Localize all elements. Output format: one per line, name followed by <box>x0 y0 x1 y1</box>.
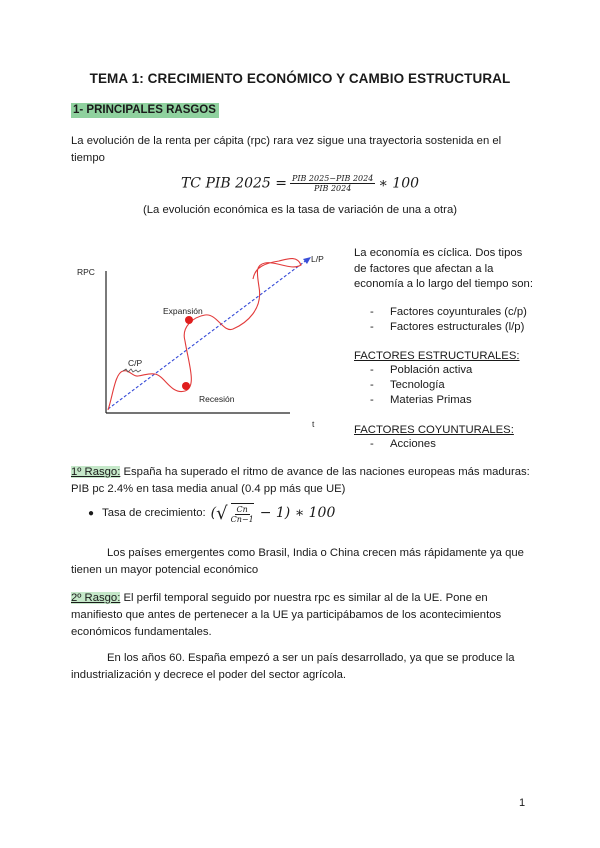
recession-point <box>182 382 190 390</box>
formula-numerator: PIB 2025−PIB 2024 <box>291 174 374 183</box>
lp-label: L/P <box>311 254 324 264</box>
section-heading: 1- PRINCIPALES RASGOS <box>71 103 219 118</box>
list-item: - Factores coyunturales (c/p) <box>354 305 554 320</box>
structural-factors-list <box>354 363 554 408</box>
y-axis-label: RPC <box>77 267 95 277</box>
list-item: - Acciones <box>354 437 554 452</box>
formula-lhs: TC PIB 2025 = <box>180 175 287 192</box>
cycle-paragraph: La economía es cíclica. Dos tipos de factores que afectan a la economía a lo largo del tiempo son: <box>354 247 533 290</box>
structural-heading: FACTORES ESTRUCTURALES: <box>354 350 520 362</box>
bullet-dot: ● <box>88 507 95 519</box>
rasgo-2-label: 2º Rasgo: <box>71 592 121 604</box>
factor-types-list <box>354 305 554 335</box>
rasgo-1-text: España ha superado el ritmo de avance de las naciones europeas más maduras: PIB pc 2.4% en tasa media anual (0.4 pp más que UE) <box>71 466 530 495</box>
conjunctural-factors-list <box>354 437 554 452</box>
business-cycle-diagram <box>65 245 340 435</box>
long-term-trend-line <box>108 259 308 409</box>
cp-label: C/P <box>128 358 143 368</box>
expansion-label: Expansión <box>163 306 203 316</box>
list-item: - Materias Primas <box>354 393 554 408</box>
sixties-paragraph: En los años 60. España empezó a ser un país desarrollado, ya que se produce la industrialización y decrece el poder del sector agrícola. <box>71 652 515 681</box>
sqrt-icon: √ <box>216 502 228 524</box>
growth-formula-open: ( <box>210 505 217 521</box>
page-number: 1 <box>519 797 526 809</box>
formula-rhs: ∗ 100 <box>378 175 420 192</box>
recession-label: Recesión <box>199 394 235 404</box>
rasgo-1-label: 1º Rasgo: <box>71 466 121 478</box>
formula-denominator: PIB 2024 <box>313 184 352 193</box>
rasgo-2-paragraph <box>71 590 539 641</box>
growth-rate-bullet <box>88 501 335 525</box>
trend-arrow-head <box>303 257 311 264</box>
growth-rate-label: Tasa de crecimiento: <box>102 506 206 519</box>
list-item: - Factores estructurales (l/p) <box>354 320 554 335</box>
emerging-paragraph: Los países emergentes como Brasil, India o China crecen más rápidamente ya que tienen un mayor potencial económico <box>71 547 524 576</box>
list-item: - Tecnología <box>354 378 554 393</box>
growth-formula-tail: − 1) ∗ 100 <box>259 505 336 521</box>
rasgo-1-paragraph <box>71 464 536 498</box>
rasgo-2-text: El perfil temporal seguido por nuestra rpc es similar al de la UE. Pone en manifiesto que antes de pertenecer a la UE ya participábamos de los acontecimientos económicos fundamentales. <box>71 592 502 638</box>
growth-denominator: Cn−1 <box>230 514 254 524</box>
growth-numerator: Cn <box>236 504 248 514</box>
x-axis-label: t <box>312 419 315 429</box>
page-title: TEMA 1: CRECIMIENTO ECONÓMICO Y CAMBIO ESTRUCTURAL <box>89 71 511 86</box>
formula-caption: (La evolución económica es la tasa de variación de una a otra) <box>143 204 457 216</box>
list-item: - Población activa <box>354 363 554 378</box>
tc-pib-formula <box>0 174 600 193</box>
intro-paragraph: La evolución de la renta per cápita (rpc) rara vez sigue una trayectoria sostenida en el tiempo <box>71 135 502 164</box>
conjunctural-heading: FACTORES COYUNTURALES: <box>354 424 514 436</box>
expansion-point <box>185 316 193 324</box>
